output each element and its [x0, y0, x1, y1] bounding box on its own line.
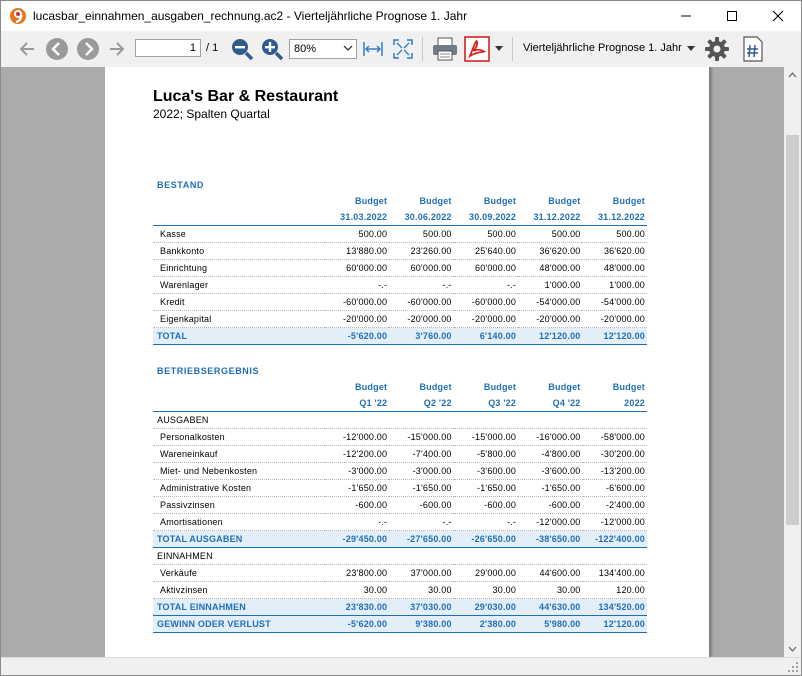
value-cell: -3'000.00 [389, 463, 453, 480]
column-header-period: 2022 [583, 395, 648, 412]
betriebsergebnis-title: BETRIEBSERGEBNIS [157, 365, 260, 376]
resize-grip[interactable] [784, 658, 801, 676]
value-cell: -29'450.00 [325, 531, 389, 548]
scroll-up-icon[interactable] [788, 72, 797, 78]
column-header-period: Q4 '22 [518, 395, 582, 412]
fit-page-button[interactable] [392, 38, 414, 60]
report-subtitle: 2022; Spalten Quartal [153, 107, 270, 121]
value-cell: 6'140.00 [454, 328, 518, 345]
fit-page-icon [392, 38, 414, 60]
value-cell: 1'000.00 [518, 277, 582, 294]
einnahmen-label: EINNAHMEN [153, 548, 647, 565]
column-header-date: 31.03.2022 [325, 209, 389, 226]
value-cell: -60'000.00 [325, 294, 389, 311]
column-header: Budget [548, 195, 581, 206]
value-cell: -20'000.00 [518, 311, 582, 328]
value-cell: 37'000.00 [389, 565, 453, 582]
row-label: Warenlager [153, 277, 325, 294]
value-cell: -.- [454, 277, 518, 294]
chevron-down-icon [343, 43, 353, 53]
value-cell: -27'650.00 [389, 531, 453, 548]
table-row [153, 480, 647, 497]
value-cell: 3'760.00 [389, 328, 453, 345]
close-icon [772, 10, 784, 22]
header-empty-cell [153, 379, 325, 395]
row-label: Einrichtung [153, 260, 325, 277]
value-cell: -13'200.00 [583, 463, 648, 480]
value-cell: 134'520.00 [583, 599, 648, 616]
row-label: Amortisationen [153, 514, 325, 531]
table-row [153, 260, 647, 277]
value-cell: -60'000.00 [454, 294, 518, 311]
close-button[interactable] [755, 1, 801, 31]
value-cell: 36'620.00 [582, 243, 647, 260]
value-cell: 2'380.00 [454, 616, 518, 633]
group-header-row [153, 548, 647, 565]
value-cell: -15'000.00 [389, 429, 453, 446]
page-total-label: / 1 [206, 42, 219, 54]
value-cell: 1'000.00 [582, 277, 647, 294]
value-cell: -15'000.00 [454, 429, 518, 446]
value-cell: -20'000.00 [582, 311, 647, 328]
value-cell: 23'830.00 [325, 599, 389, 616]
table-row [153, 497, 647, 514]
table-row [153, 446, 647, 463]
table-row [153, 226, 647, 243]
table-row [153, 429, 647, 446]
value-cell: 500.00 [389, 226, 453, 243]
table-row [153, 463, 647, 480]
next-arrow-icon [76, 37, 100, 61]
table-row [153, 243, 647, 260]
value-cell: -.- [389, 277, 453, 294]
total-row [153, 599, 647, 616]
value-cell: 44'630.00 [518, 599, 582, 616]
value-cell: -600.00 [454, 497, 518, 514]
total-row [153, 531, 647, 548]
value-cell: 500.00 [325, 226, 389, 243]
row-label: TOTAL EINNAHMEN [153, 599, 325, 616]
section-header [153, 363, 647, 379]
row-label: Kasse [153, 226, 325, 243]
value-cell: -3'600.00 [454, 463, 518, 480]
value-cell: 60'000.00 [325, 260, 389, 277]
column-header-row [153, 379, 647, 395]
value-cell: -6'600.00 [583, 480, 648, 497]
column-header-date: 31.12.2022 [518, 209, 582, 226]
column-header: Budget [612, 195, 645, 206]
value-cell: -54'000.00 [582, 294, 647, 311]
value-cell: -5'620.00 [325, 328, 389, 345]
column-header-date: 30.06.2022 [389, 209, 453, 226]
zoom-out-icon [230, 37, 254, 61]
fit-width-icon [362, 38, 384, 60]
value-cell: -38'650.00 [518, 531, 582, 548]
row-label: Bankkonto [153, 243, 325, 260]
table-row [153, 311, 647, 328]
column-header: Budget [483, 195, 517, 206]
value-cell: -5'620.00 [325, 616, 389, 633]
previous-page-button[interactable] [45, 37, 69, 61]
first-page-button[interactable] [15, 38, 37, 60]
value-cell: -58'000.00 [583, 429, 648, 446]
last-page-button[interactable] [107, 38, 129, 60]
value-cell: 44'600.00 [518, 565, 582, 582]
value-cell: -60'000.00 [389, 294, 453, 311]
table-row [153, 277, 647, 294]
minimize-button[interactable] [663, 1, 709, 31]
value-cell: 60'000.00 [454, 260, 518, 277]
first-page-icon [16, 39, 36, 59]
value-cell: -600.00 [518, 497, 582, 514]
betriebsergebnis-table [153, 363, 647, 633]
value-cell: 60'000.00 [389, 260, 453, 277]
header-empty-cell [153, 193, 325, 209]
value-cell: 29'030.00 [454, 599, 518, 616]
row-label: Eigenkapital [153, 311, 325, 328]
hash-document-icon [742, 36, 764, 62]
table-row [153, 514, 647, 531]
row-label: Passivzinsen [153, 497, 325, 514]
table-row [153, 582, 647, 599]
column-header: Budget [612, 381, 645, 392]
value-cell: -7'400.00 [389, 446, 453, 463]
column-header: Budget [355, 195, 388, 206]
report-selector[interactable]: Vierteljährliche Prognose 1. Jahr [523, 42, 682, 54]
value-cell: 30.00 [325, 582, 389, 599]
value-cell: -3'600.00 [518, 463, 582, 480]
value-cell: -4'800.00 [518, 446, 582, 463]
value-cell: -.- [454, 514, 518, 531]
value-cell: 25'640.00 [454, 243, 518, 260]
column-header: Budget [419, 381, 452, 392]
header-empty-cell [153, 209, 325, 226]
value-cell: -20'000.00 [389, 311, 453, 328]
column-header-period: Q3 '22 [454, 395, 518, 412]
scroll-down-icon[interactable] [788, 646, 797, 652]
total-row [153, 616, 647, 633]
value-cell: 48'000.00 [518, 260, 582, 277]
next-page-button[interactable] [76, 37, 100, 61]
row-label: Miet- und Nebenkosten [153, 463, 325, 480]
value-cell: 500.00 [582, 226, 647, 243]
settings-button[interactable] [704, 36, 730, 62]
value-cell: -12'000.00 [325, 429, 389, 446]
column-header-date: 30.09.2022 [454, 209, 518, 226]
value-cell: 500.00 [454, 226, 518, 243]
zoom-select[interactable] [289, 39, 357, 59]
caret-down-icon [686, 45, 696, 53]
value-cell: 30.00 [518, 582, 582, 599]
report-page [105, 67, 710, 657]
row-label: TOTAL [153, 328, 325, 345]
row-label: Wareneinkauf [153, 446, 325, 463]
value-cell: 134'400.00 [583, 565, 648, 582]
value-cell: -2'400.00 [583, 497, 648, 514]
value-cell: 9'380.00 [389, 616, 453, 633]
toolbar-separator [512, 37, 513, 61]
column-header: Budget [419, 195, 452, 206]
zoom-in-button[interactable] [260, 37, 284, 61]
column-header-date: 31.12.2022 [582, 209, 647, 226]
value-cell: 30.00 [454, 582, 518, 599]
value-cell: 12'120.00 [582, 328, 647, 345]
column-header: Budget [548, 381, 581, 392]
value-cell: -16'000.00 [518, 429, 582, 446]
value-cell: 23'260.00 [389, 243, 453, 260]
row-label: Administrative Kosten [153, 480, 325, 497]
value-cell: -5'800.00 [454, 446, 518, 463]
toolbar [1, 31, 801, 68]
page-number-input[interactable]: 1 [135, 39, 201, 57]
row-label: Verkäufe [153, 565, 325, 582]
value-cell: -20'000.00 [325, 311, 389, 328]
value-cell: -1'650.00 [325, 480, 389, 497]
export-pdf-button[interactable] [464, 36, 490, 62]
header-empty-cell [153, 395, 325, 412]
value-cell: 36'620.00 [518, 243, 582, 260]
resize-grip-icon [787, 661, 799, 673]
window-title: lucasbar_einnahmen_ausgaben_rechnung.ac2 - Vierteljährliche Prognose 1. Jahr [33, 9, 468, 23]
group-header-row [153, 412, 647, 429]
value-cell: 120.00 [583, 582, 648, 599]
section-header [153, 177, 647, 193]
minimize-icon [680, 10, 692, 22]
column-header-period: Q1 '22 [325, 395, 389, 412]
value-cell: 5'980.00 [518, 616, 582, 633]
table-row [153, 565, 647, 582]
value-cell: -.- [389, 514, 453, 531]
fit-width-button[interactable] [362, 38, 384, 60]
report-title: Luca's Bar & Restaurant [153, 88, 339, 105]
zoom-value: 80% [294, 43, 317, 55]
last-page-icon [108, 39, 128, 59]
value-cell: -12'000.00 [583, 514, 648, 531]
print-button[interactable] [431, 36, 459, 62]
export-options-dropdown[interactable] [492, 41, 506, 57]
zoom-in-icon [260, 37, 284, 61]
value-cell: 37'030.00 [389, 599, 453, 616]
previous-arrow-icon [45, 37, 69, 61]
value-cell: -1'650.00 [389, 480, 453, 497]
report-selector-dropdown[interactable] [684, 41, 698, 57]
value-cell: 23'800.00 [325, 565, 389, 582]
row-label: Aktivzinsen [153, 582, 325, 599]
toolbar-separator [422, 37, 423, 61]
column-header-row [153, 193, 647, 209]
value-cell: -3'000.00 [325, 463, 389, 480]
zoom-out-button[interactable] [230, 37, 254, 61]
title-bar [1, 1, 801, 31]
printer-icon [431, 36, 459, 62]
column-header-row [153, 395, 647, 412]
value-cell: -600.00 [389, 497, 453, 514]
maximize-button[interactable] [709, 1, 755, 31]
row-label: TOTAL AUSGABEN [153, 531, 325, 548]
value-cell: -1'650.00 [518, 480, 582, 497]
vertical-scrollbar[interactable] [784, 67, 801, 657]
value-cell: 12'120.00 [518, 328, 582, 345]
column-header-period: Q2 '22 [389, 395, 453, 412]
report-structure-button[interactable] [740, 36, 766, 62]
column-header: Budget [483, 381, 517, 392]
bestand-title: BESTAND [157, 179, 205, 190]
value-cell: -.- [325, 514, 389, 531]
value-cell: -12'200.00 [325, 446, 389, 463]
value-cell: -30'200.00 [583, 446, 648, 463]
value-cell: -54'000.00 [518, 294, 582, 311]
document-viewport[interactable] [1, 67, 784, 657]
value-cell: 30.00 [389, 582, 453, 599]
value-cell: 13'880.00 [325, 243, 389, 260]
value-cell: -122'400.00 [583, 531, 648, 548]
gear-icon [704, 36, 730, 62]
value-cell: -20'000.00 [454, 311, 518, 328]
scrollbar-thumb[interactable] [786, 135, 799, 525]
value-cell: -.- [325, 277, 389, 294]
value-cell: -1'650.00 [454, 480, 518, 497]
value-cell: -600.00 [325, 497, 389, 514]
value-cell: 500.00 [518, 226, 582, 243]
total-row [153, 328, 647, 345]
column-header-row [153, 209, 647, 226]
pdf-icon [464, 36, 490, 62]
table-row [153, 294, 647, 311]
bestand-table [153, 177, 647, 345]
caret-down-icon [494, 45, 504, 53]
app-logo-icon [9, 7, 27, 25]
value-cell: 48'000.00 [582, 260, 647, 277]
value-cell: 29'000.00 [454, 565, 518, 582]
value-cell: 12'120.00 [583, 616, 648, 633]
value-cell: -12'000.00 [518, 514, 582, 531]
row-label: Kredit [153, 294, 325, 311]
column-header: Budget [355, 381, 388, 392]
row-label: Personalkosten [153, 429, 325, 446]
maximize-icon [726, 10, 738, 22]
value-cell: -26'650.00 [454, 531, 518, 548]
ausgaben-label: AUSGABEN [153, 412, 647, 429]
status-bar [1, 657, 801, 676]
row-label: GEWINN ODER VERLUST [153, 616, 325, 633]
